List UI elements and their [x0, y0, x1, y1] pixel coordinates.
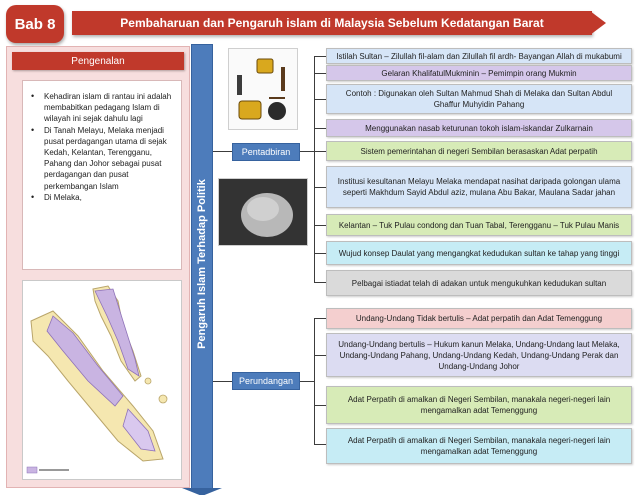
- intro-text-box: [22, 80, 182, 270]
- connector-line: [314, 318, 326, 319]
- spine-label: [192, 44, 212, 484]
- pentadbiran-item: Pelbagai istiadat telah di adakan untuk mengukuhkan kedudukan sultan: [326, 270, 632, 296]
- connector-line: [314, 187, 326, 188]
- connector-line: [314, 128, 326, 129]
- connector-line: [314, 318, 315, 444]
- connector-line: [300, 381, 314, 382]
- malay-archipelago-map: [22, 280, 182, 480]
- pentadbiran-item: Gelaran KhalifatulMukminin – Pemimpin orang Mukmin: [326, 65, 632, 81]
- connector-line: [314, 99, 326, 100]
- connector-line: [314, 56, 326, 57]
- pentadbiran-item: Contoh : Digunakan oleh Sultan Mahmud Shah di Melaka dan Sultan Abdul Ghaffur Muhyidin Pahang: [326, 84, 632, 114]
- connector-line: [314, 151, 326, 152]
- connector-line: [314, 73, 326, 74]
- connector-line: [314, 56, 315, 282]
- branch-pentadbiran: Pentadbiran: [232, 143, 300, 161]
- connector-line: [213, 381, 232, 382]
- intro-bullet: • Kehadiran islam di rantau ini adalah membabitkan pedagang Islam di wilayah ini sejak dahulu lagi: [31, 91, 175, 125]
- perundangan-item: Adat Perpatih di amalkan di Negeri Sembilan, manakala negeri-negeri lain mengamalkan adat Temenggung: [326, 428, 632, 464]
- perundangan-item: Undang-Undang Tidak bertulis – Adat perpatih dan Adat Temenggung: [326, 308, 632, 329]
- pentadbiran-item: Istilah Sultan – Zilullah fil-alam dan Zilullah fil ardh- Bayangan Allah di mukabumi: [326, 48, 632, 64]
- connector-line: [300, 151, 314, 152]
- intro-bullet: • Di Tanah Melayu, Melaka menjadi pusat perdagangan utama di sejak Kedah, Kelantan, Terengganu, Pahang dan Johor sebagai pusat perdagangan dan pusat perkembangan Islam: [31, 125, 175, 192]
- royal-regalia-photo: [228, 48, 298, 130]
- pentadbiran-item: Wujud konsep Daulat yang mengangkat kedudukan sultan ke tahap yang tinggi: [326, 241, 632, 265]
- page-title: Pembaharuan dan Pengaruh islam di Malaysia Sebelum Kedatangan Barat: [72, 11, 592, 35]
- pentadbiran-item: Sistem pemerintahan di negeri Sembilan berasaskan Adat perpatih: [326, 141, 632, 161]
- connector-line: [314, 444, 326, 445]
- pentadbiran-item: Institusi kesultanan Melayu Melaka mendapat nasihat daripada golongan ulama seperti Makhdum Sayid Abdul aziz, mulana Abu Bakar, Maulana Sadar jahan: [326, 166, 632, 208]
- connector-line: [314, 253, 326, 254]
- perundangan-item: Undang-Undang bertulis – Hukum kanun Melaka, Undang-Undang laut Melaka, Undang-Undang Pahang, Undang-Undang Kedah, Undang-Undang Perak dan Undang-Undang Johor: [326, 333, 632, 377]
- intro-list: [31, 91, 175, 203]
- spine-label-text: Pengaruh Islam Terhadap Politik: [196, 179, 209, 349]
- intro-bullet: • Di Melaka,: [31, 192, 175, 203]
- pentadbiran-item: Kelantan – Tuk Pulau condong dan Tuan Tabal, Terengganu – Tuk Pulau Manis: [326, 214, 632, 236]
- intro-heading: Pengenalan: [12, 52, 184, 70]
- perundangan-item: Adat Perpatih di amalkan di Negeri Sembilan, manakala negeri-negeri lain mengamalkan adat Temenggung: [326, 386, 632, 424]
- spine-arrow-icon: [182, 488, 222, 495]
- connector-line: [314, 225, 326, 226]
- title-arrow-icon: [590, 11, 606, 35]
- connector-line: [314, 282, 326, 283]
- connector-line: [314, 355, 326, 356]
- pentadbiran-item: Menggunakan nasab keturunan tokoh islam-iskandar Zulkarnain: [326, 119, 632, 137]
- connector-line: [314, 405, 326, 406]
- chapter-badge: Bab 8: [6, 5, 64, 43]
- tombstone-photo: [218, 178, 308, 246]
- branch-perundangan: Perundangan: [232, 372, 300, 390]
- connector-line: [213, 151, 232, 152]
